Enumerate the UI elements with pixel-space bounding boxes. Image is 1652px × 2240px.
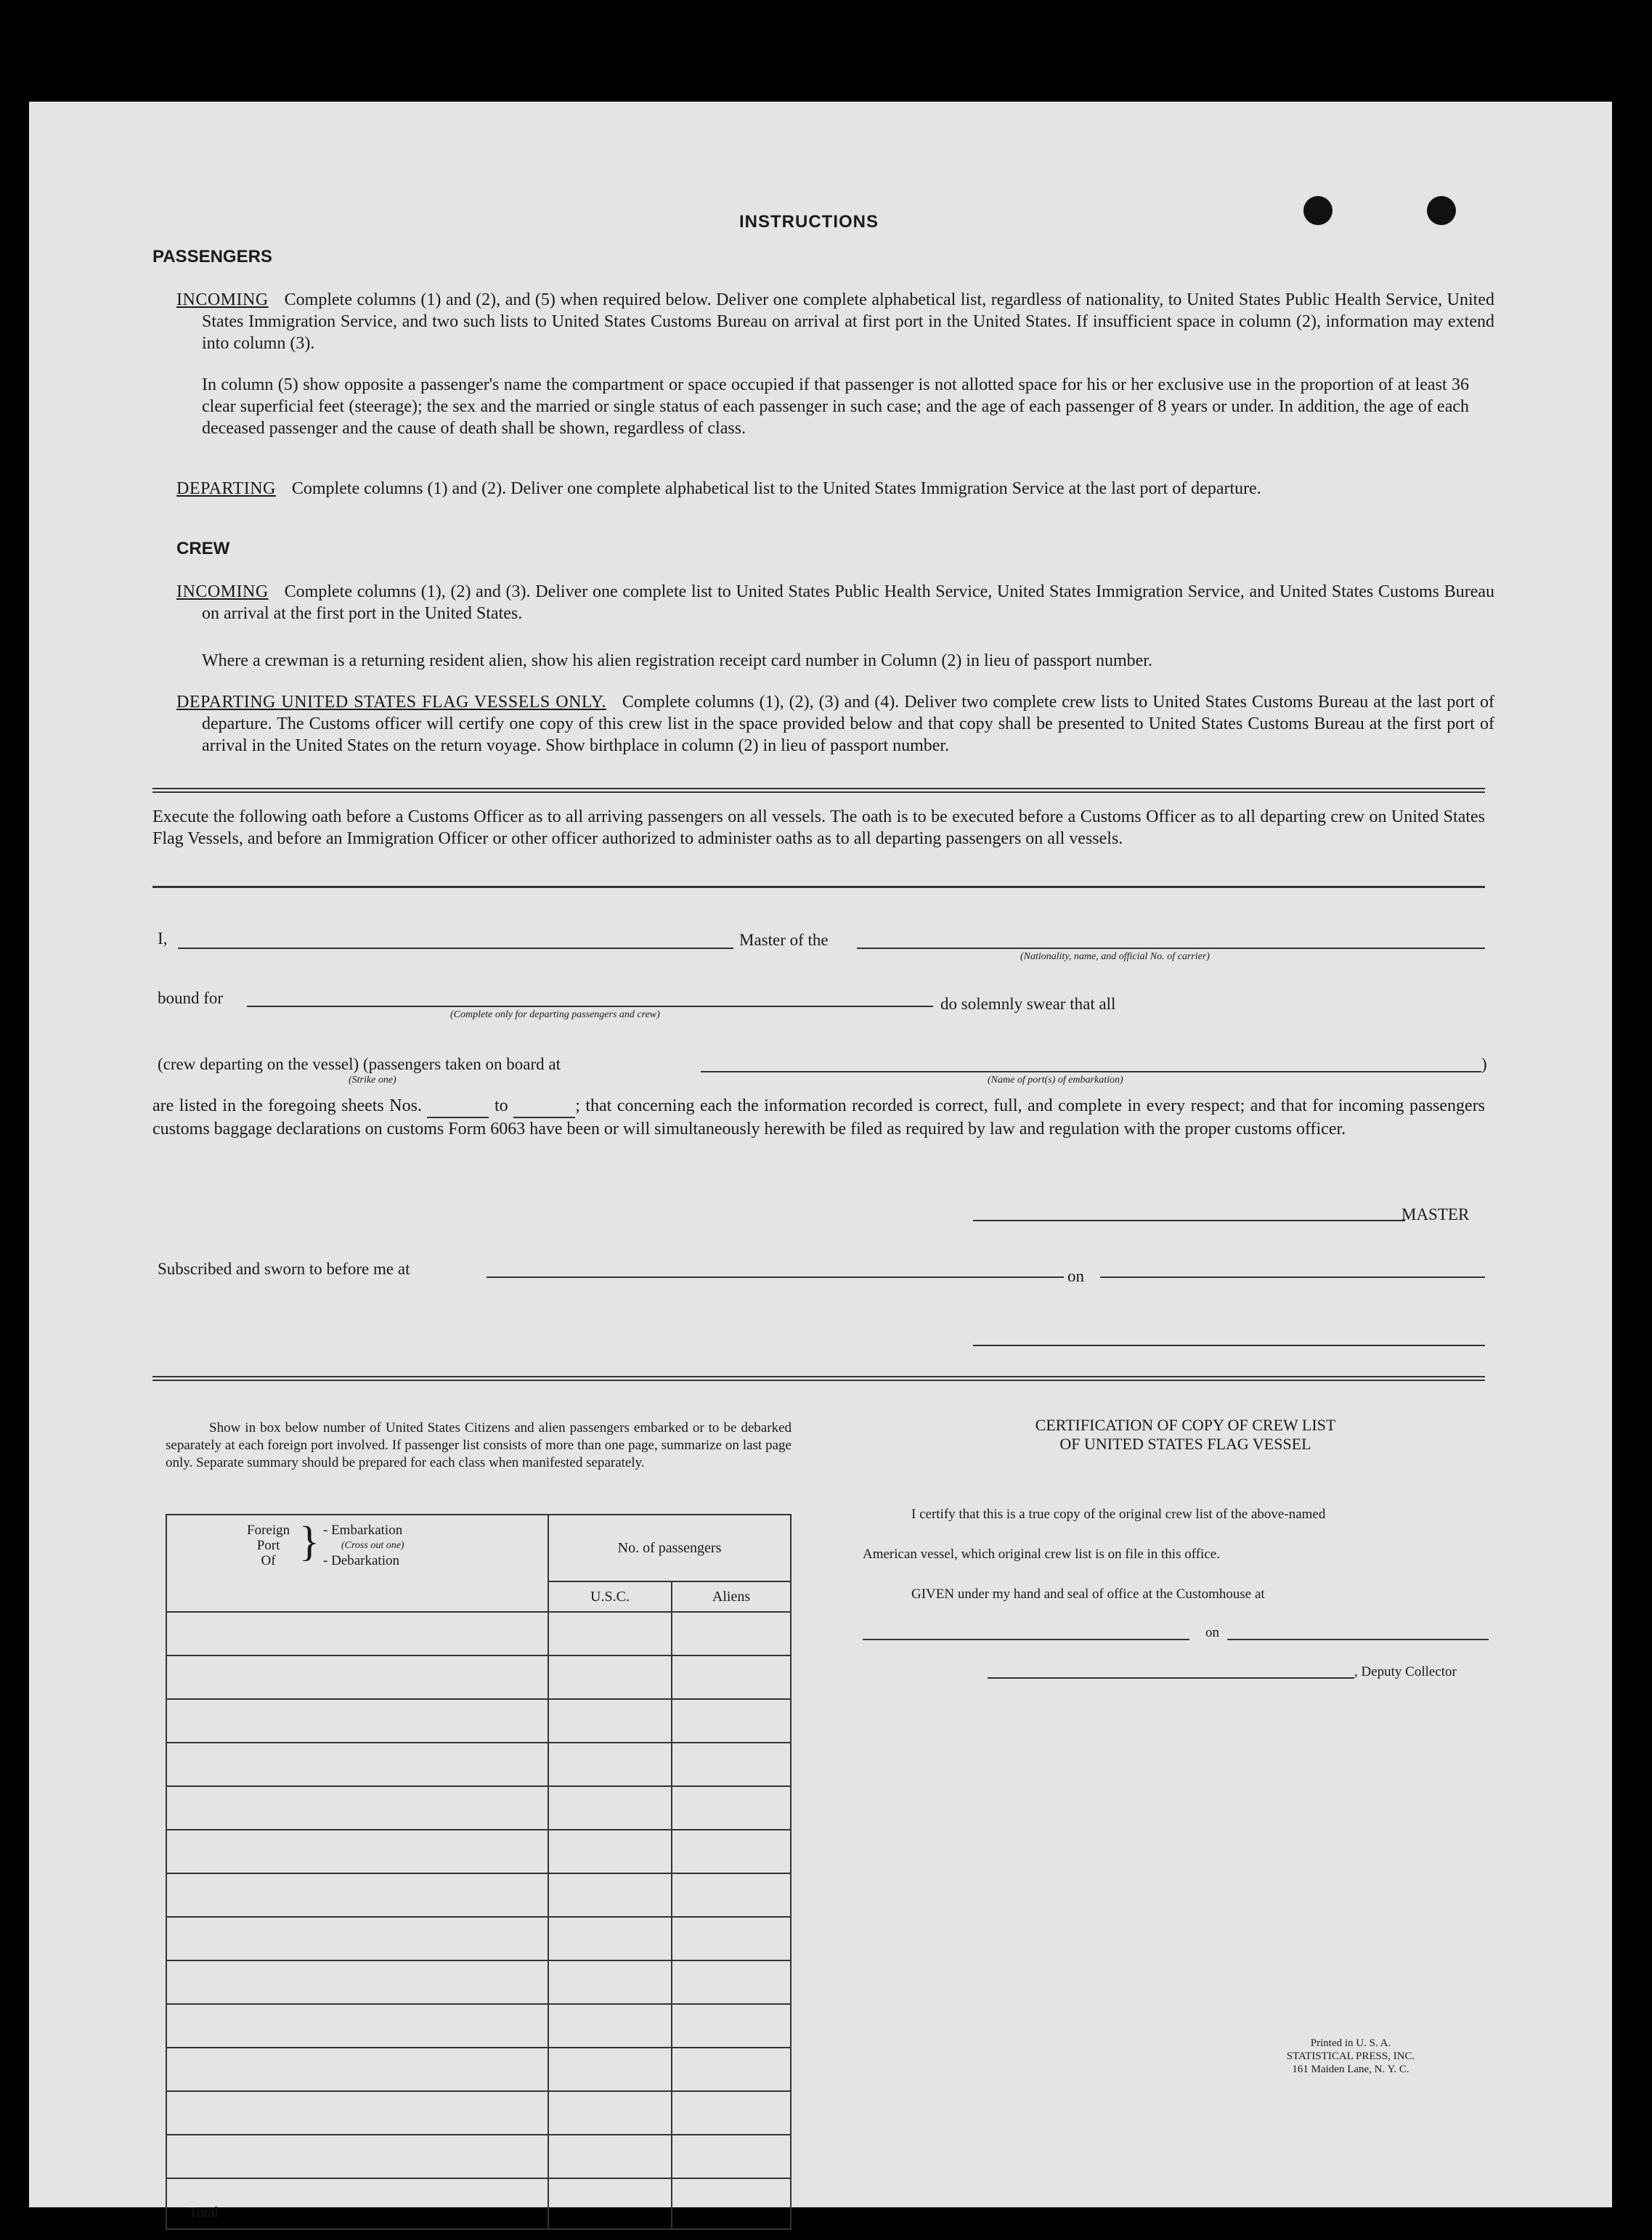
certification-text: American vessel, which original crew list is on file in this office. xyxy=(863,1547,1220,1562)
total-usc-cell[interactable] xyxy=(548,2178,672,2229)
table-row xyxy=(166,1830,791,1873)
usc-header: U.S.C. xyxy=(548,1581,672,1612)
crew-flag-departing: DEPARTING UNITED STATES FLAG VESSELS ONLY. Complete columns (1), (2), (3) and (4). Deliver two complete crew lists to United States Customs Bureau at the last port of departure. The Customs officer will certify one copy of this crew list in the space provided below and that copy shall be presented to United States Customs Bureau at the first port of arrival in the United States on the return voyage. Show birthplace in column (2) in lieu of passport number. xyxy=(176,693,1494,755)
table-row xyxy=(166,1612,791,1655)
total-row xyxy=(166,2178,791,2229)
section-divider xyxy=(152,886,1485,888)
crew-incoming-label: INCOMING xyxy=(176,582,269,601)
given-text: GIVEN under my hand and seal of office at the Customhouse at xyxy=(911,1587,1265,1602)
brace-icon: } xyxy=(299,1518,320,1565)
master-signature-label: MASTER xyxy=(1401,1205,1470,1223)
swear-label: do solemnly swear that all xyxy=(940,995,1116,1013)
on-label: on xyxy=(1067,1267,1084,1285)
oath-intro: Execute the following oath before a Customs Officer as to all arriving passengers on all vessels. The oath is to be executed before a Customs Officer as to all departing crew on United States Flag Vessels, and before an Immigration Officer or other officer authorized to administer oaths as to all departing passengers on all vessels. xyxy=(152,807,1485,848)
officer-signature-field[interactable] xyxy=(973,1345,1485,1346)
sworn-place-field[interactable] xyxy=(487,1276,1064,1278)
port-caption: (Name of port(s) of embarkation) xyxy=(988,1075,1123,1086)
i-label: I, xyxy=(158,929,168,948)
master-name-field[interactable] xyxy=(178,948,733,949)
table-row xyxy=(166,1917,791,1960)
total-aliens-cell[interactable] xyxy=(672,2178,791,2229)
table-row xyxy=(166,2004,791,2048)
embarkation-port-field[interactable] xyxy=(701,1071,1481,1072)
strike-caption: (Strike one) xyxy=(349,1075,396,1086)
close-paren: ) xyxy=(1481,1055,1487,1073)
alien-note: Where a crewman is a returning resident alien, show his alien registration receipt card number in Column (2) in lieu of passport number. xyxy=(202,651,1152,670)
form-page xyxy=(29,102,1612,2220)
table-row xyxy=(166,1655,791,1699)
passengers-heading: PASSENGERS xyxy=(152,247,272,266)
table-row xyxy=(166,1786,791,1830)
carrier-field[interactable] xyxy=(857,948,1485,949)
incoming-label: INCOMING xyxy=(176,290,269,309)
bound-for-label: bound for xyxy=(158,989,224,1007)
crew-incoming: INCOMING Complete columns (1), (2) and (3). Deliver one complete list to United States Public Health Service, United States Immigration Service, and United States Customs Bureau on arrival at the first port in the United States. xyxy=(176,582,1494,623)
section-divider xyxy=(152,788,1485,793)
bound-caption: (Complete only for departing passengers and crew) xyxy=(450,1009,660,1020)
certification-date-field[interactable] xyxy=(1227,1639,1489,1640)
table-row xyxy=(166,2135,791,2178)
crew-departing-label: (crew departing on the vessel) (passengers taken on board at xyxy=(158,1055,561,1073)
passengers-departing: DEPARTING Complete columns (1) and (2). Deliver one complete alphabetical list to the United States Immigration Service at the last port of departure. xyxy=(176,479,1261,498)
table-row xyxy=(166,1873,791,1917)
aliens-header: Aliens xyxy=(672,1581,791,1612)
on-label: on xyxy=(1205,1625,1219,1640)
sworn-date-field[interactable] xyxy=(1100,1276,1485,1278)
subscribed-label: Subscribed and sworn to before me at xyxy=(158,1260,410,1278)
customhouse-field[interactable] xyxy=(863,1639,1189,1640)
column5-note: In column (5) show opposite a passenger's name the compartment or space occupied if that passenger is not allotted space for his or her exclusive use in the proportion of at least 36 clear superficial feet (steerage); the sex and the married or single status of each passenger in such case; and the age of each passenger of 8 years or under. In addition, the age of each deceased passenger and the cause of death shall be shown, regardless of class. xyxy=(202,375,1469,438)
printer-imprint: Printed in U. S. A. STATISTICAL PRESS, INC. 161 Maiden Lane, N. Y. C. xyxy=(1286,2037,1415,2075)
table-row xyxy=(166,2091,791,2135)
crew-heading: CREW xyxy=(176,539,230,558)
deputy-signature-field[interactable] xyxy=(988,1677,1354,1679)
no-of-passengers-header: No. of passengers xyxy=(548,1515,791,1581)
page-title: INSTRUCTIONS xyxy=(739,212,879,232)
punch-hole xyxy=(1303,196,1332,225)
table-row xyxy=(166,1743,791,1786)
master-signature-field[interactable] xyxy=(973,1220,1405,1221)
passengers-incoming: INCOMING Complete columns (1) and (2), and (5) when required below. Deliver one complete alphabetical list, regardless of nationality, to United States Public Health Service, United States Immigration Service, and two such lists to United States Customs Bureau on arrival at first port in the United States. If insufficient space in column (2), information may extend into column (3). xyxy=(176,290,1494,353)
passenger-summary-table xyxy=(166,1514,792,2230)
carrier-caption: (Nationality, name, and official No. of carrier) xyxy=(1020,951,1210,962)
master-of-label: Master of the xyxy=(739,931,829,949)
section-divider xyxy=(152,1376,1485,1381)
table-row xyxy=(166,2048,791,2091)
certification-heading: CERTIFICATION OF COPY OF CREW LIST OF UNITED STATES FLAG VESSEL xyxy=(1035,1416,1336,1453)
sheet-to-field[interactable] xyxy=(513,1095,575,1118)
listed-sheets-text: are listed in the foregoing sheets Nos. to ; that concerning each the information recorded is correct, full, and complete in every respect; and that for incoming passengers customs baggage declarations on customs Form 6063 have been or will simultaneously herewith be filed as required by law and regulation with the proper customs officer. xyxy=(152,1096,1486,1139)
certification-text: I certify that this is a true copy of the original crew list of the above-named xyxy=(911,1507,1326,1522)
deputy-collector-label: , Deputy Collector xyxy=(1354,1664,1457,1679)
sheet-from-field[interactable] xyxy=(427,1095,489,1118)
table-row xyxy=(166,1699,791,1743)
summary-instructions: Show in box below number of United States Citizens and alien passengers embarked or to be debarked separately at each foreign port involved. If passenger list consists of more than one page, summarize on last page only. Separate summary should be prepared for each class when manifested separately. xyxy=(166,1420,792,1470)
bound-for-field[interactable] xyxy=(247,1006,933,1007)
flag-vessels-label: DEPARTING UNITED STATES FLAG VESSELS ONLY. xyxy=(176,693,606,712)
table-row xyxy=(166,1960,791,2004)
departing-label: DEPARTING xyxy=(176,479,276,498)
total-label: Total xyxy=(166,2178,548,2229)
foreign-port-header: Foreign Port Of } - Embarkation (Cross out one) - Debarkation xyxy=(166,1515,548,1612)
punch-hole xyxy=(1427,196,1456,225)
